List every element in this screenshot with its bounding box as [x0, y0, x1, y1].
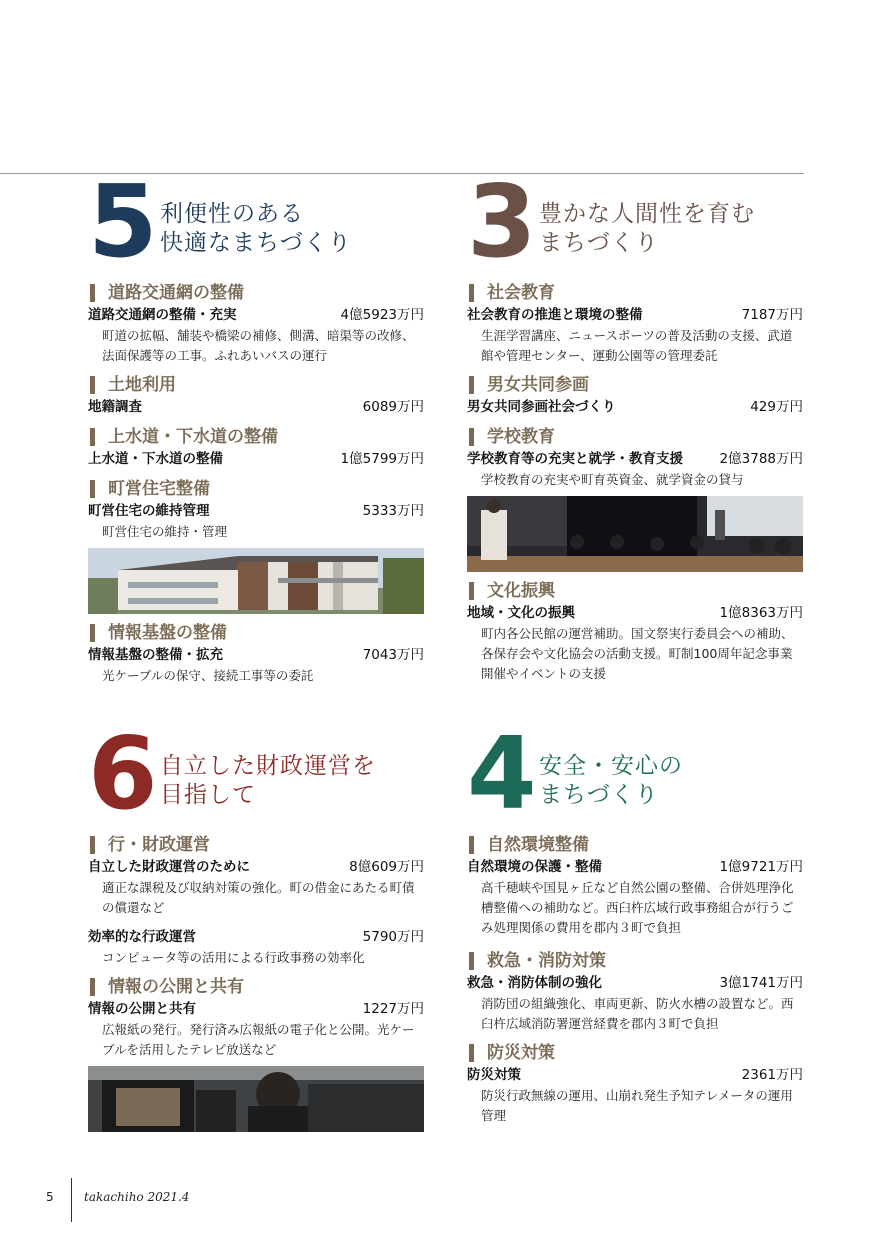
item-amount: 1億8363万円 — [719, 605, 803, 621]
budget-item — [88, 396, 424, 418]
category-heading: 土地利用 — [88, 374, 424, 396]
item-amount: 1億9721万円 — [719, 859, 803, 875]
item-name: 上水道・下水道の整備 — [88, 451, 223, 467]
section-4 — [467, 715, 803, 1130]
category-heading: 自然環境整備 — [467, 834, 803, 856]
item-name: 社会教育の推進と環境の整備 — [467, 307, 643, 323]
section-5 — [88, 163, 424, 690]
classroom-photo — [467, 496, 803, 572]
category-heading: 情報の公開と共有 — [88, 976, 424, 998]
budget-item — [88, 448, 424, 470]
item-name: 町営住宅の維持管理 — [88, 503, 210, 519]
section-number: 5 — [88, 163, 158, 280]
section-6-header — [88, 715, 424, 832]
section-title: 安全・安心の まちづくり — [539, 753, 683, 808]
category-heading: 町営住宅整備 — [88, 478, 424, 500]
budget-item — [467, 972, 803, 994]
item-description: コンピュータ等の活用による行政事務の効率化 — [102, 950, 365, 965]
item-description: 消防団の組織強化、車両更新、防火水槽の設置など。西臼杵広域消防署運営経費を郡内３町で負担 — [481, 996, 794, 1031]
category-heading: 上水道・下水道の整備 — [88, 426, 424, 448]
budget-item — [467, 1064, 803, 1086]
item-description: 防災行政無線の運用、山崩れ発生予知テレメータの運用管理 — [481, 1088, 793, 1123]
item-name: 自立した財政運営のために — [88, 859, 250, 875]
publication-label: takachiho 2021.4 — [84, 1190, 190, 1204]
category-heading: 道路交通網の整備 — [88, 282, 424, 304]
housing-photo — [88, 548, 424, 614]
item-amount: 8億609万円 — [349, 859, 424, 875]
section-4-header — [467, 715, 803, 832]
budget-item — [467, 856, 803, 878]
budget-item — [467, 304, 803, 326]
category-heading: 学校教育 — [467, 426, 803, 448]
item-name: 道路交通網の整備・充実 — [88, 307, 237, 323]
budget-item — [467, 448, 803, 470]
item-name: 自然環境の保護・整備 — [467, 859, 602, 875]
category-heading: 男女共同参画 — [467, 374, 803, 396]
section-title: 豊かな人間性を育む まちづくり — [539, 201, 755, 256]
item-name: 情報の公開と共有 — [88, 1001, 196, 1017]
section-5-header — [88, 163, 424, 280]
item-amount: 2億3788万円 — [719, 451, 803, 467]
item-name: 防災対策 — [467, 1067, 521, 1083]
section-6 — [88, 715, 424, 1140]
section-number: 4 — [467, 715, 537, 832]
item-amount: 2361万円 — [741, 1067, 803, 1083]
item-description: 生涯学習講座、ニュースポーツの普及活動の支援、武道館や管理センター、運動公園等の管理委託 — [481, 328, 793, 363]
item-name: 地籍調査 — [88, 399, 142, 415]
broadcast-photo — [88, 1066, 424, 1132]
category-heading: 社会教育 — [467, 282, 803, 304]
category-heading: 防災対策 — [467, 1042, 803, 1064]
section-3 — [467, 163, 803, 688]
item-name: 学校教育等の充実と就学・教育支援 — [467, 451, 683, 467]
budget-item — [88, 644, 424, 666]
category-heading: 情報基盤の整備 — [88, 622, 424, 644]
budget-item — [467, 602, 803, 624]
item-name: 情報基盤の整備・拡充 — [88, 647, 223, 663]
item-description: 町内各公民館の運営補助。国文祭実行委員会への補助、各保存会や文化協会の活動支援。町制100周年記念事業開催やイベントの支援 — [481, 626, 794, 681]
item-amount: 429万円 — [750, 399, 803, 415]
category-heading: 救急・消防対策 — [467, 950, 803, 972]
item-description: 町道の拡幅、舗装や橋梁の補修、側溝、暗渠等の改修、法面保護等の工事。ふれあいバスの運行 — [102, 328, 415, 363]
section-number: 3 — [467, 163, 537, 280]
budget-item — [467, 396, 803, 418]
footer-divider — [71, 1178, 72, 1222]
budget-item — [88, 500, 424, 522]
item-amount: 1億5799万円 — [340, 451, 424, 467]
item-amount: 6089万円 — [362, 399, 424, 415]
category-heading: 文化振興 — [467, 580, 803, 602]
page-number: 5 — [46, 1190, 54, 1204]
budget-item — [88, 856, 424, 878]
item-name: 男女共同参画社会づくり — [467, 399, 616, 415]
item-name: 効率的な行政運営 — [88, 929, 196, 945]
item-name: 救急・消防体制の強化 — [467, 975, 602, 991]
budget-item — [88, 304, 424, 326]
item-description: 高千穂峡や国見ヶ丘など自然公園の整備、合併処理浄化槽整備への補助など。西臼杵広域行政事務組合が行うごみ処理関係の費用を郡内３町で負担 — [481, 880, 794, 935]
item-description: 適正な課税及び収納対策の強化。町の借金にあたる町債の償還など — [102, 880, 415, 915]
budget-item — [88, 998, 424, 1020]
section-title: 利便性のある 快適なまちづくり — [160, 201, 352, 256]
category-heading: 行・財政運営 — [88, 834, 424, 856]
item-amount: 4億5923万円 — [340, 307, 424, 323]
section-3-header — [467, 163, 803, 280]
budget-item — [88, 926, 424, 948]
item-name: 地域・文化の振興 — [467, 605, 575, 621]
item-amount: 5790万円 — [362, 929, 424, 945]
item-amount: 1227万円 — [362, 1001, 424, 1017]
item-amount: 7043万円 — [362, 647, 424, 663]
section-number: 6 — [88, 715, 158, 832]
item-description: 学校教育の充実や町育英資金、就学資金の貸与 — [481, 472, 744, 487]
item-amount: 5333万円 — [362, 503, 424, 519]
section-title: 自立した財政運営を 目指して — [160, 753, 376, 808]
item-description: 広報紙の発行。発行済み広報紙の電子化と公開。光ケーブルを活用したテレビ放送など — [102, 1022, 415, 1057]
item-amount: 7187万円 — [741, 307, 803, 323]
item-description: 町営住宅の維持・管理 — [102, 524, 228, 539]
item-amount: 3億1741万円 — [719, 975, 803, 991]
item-description: 光ケーブルの保守、接続工事等の委託 — [102, 668, 314, 683]
